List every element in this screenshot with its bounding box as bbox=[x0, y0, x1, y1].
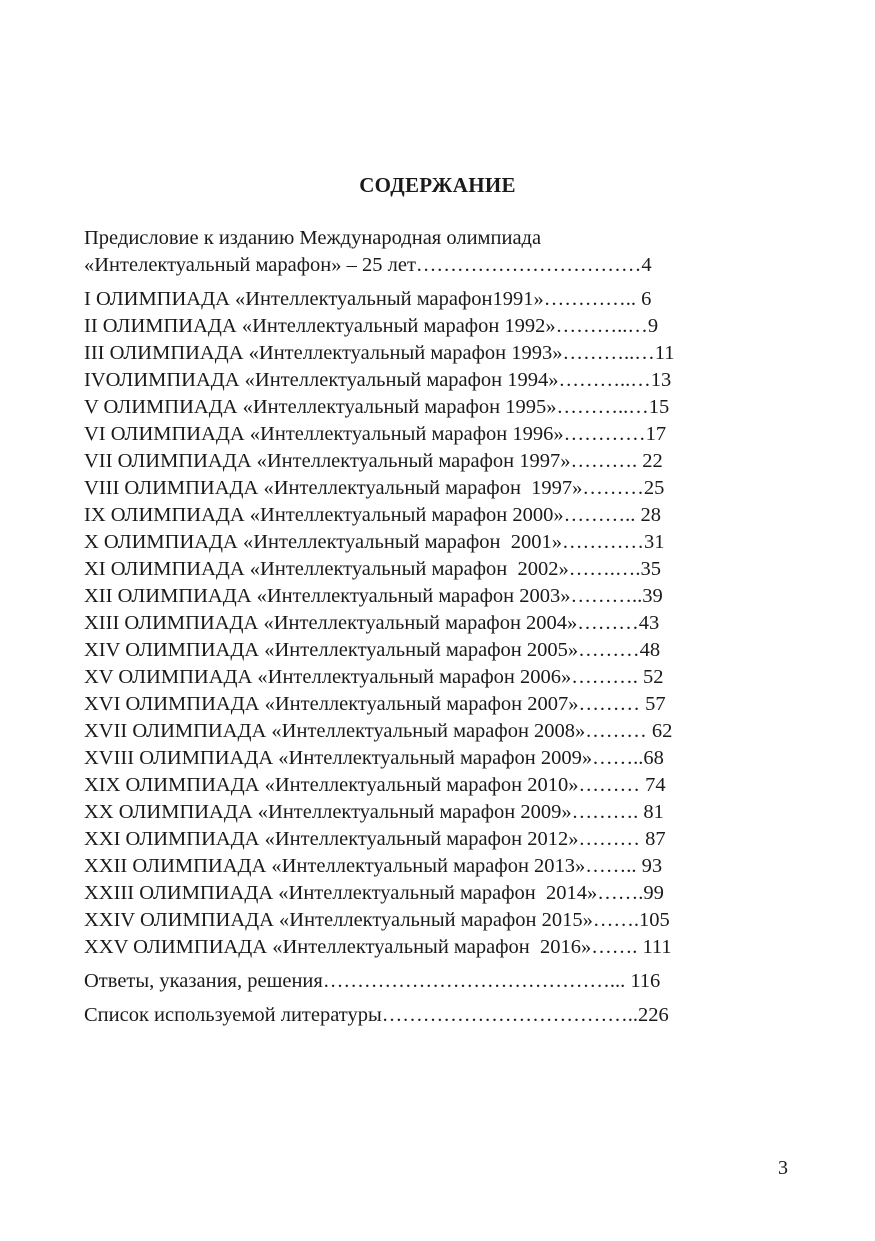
toc-entry: XX ОЛИМПИАДА «Интеллектуальный марафон 2009»………. 81 bbox=[84, 801, 664, 823]
toc-entry: XXV ОЛИМПИАДА «Интеллектуальный марафон 2016»……. 111 bbox=[84, 936, 672, 958]
toc-answers: Ответы, указания, решения……………………………………... 116 bbox=[84, 970, 661, 992]
toc-entries bbox=[84, 286, 784, 961]
toc-line: «Интелектуальный марафон» – 25 лет……………………………4 bbox=[84, 254, 652, 276]
toc-entry: X ОЛИМПИАДА «Интеллектуальный марафон 2001»…………31 bbox=[84, 531, 665, 553]
toc-entry: XII ОЛИМПИАДА «Интеллектуальный марафон 2003»………..39 bbox=[84, 585, 663, 607]
toc-entry: III ОЛИМПИАДА «Интеллектуальный марафон 1993»………..…11 bbox=[84, 342, 675, 364]
toc-entry: XXI ОЛИМПИАДА «Интеллектуальный марафон 2012»……… 87 bbox=[84, 828, 666, 850]
toc-entry: XVI ОЛИМПИАДА «Интеллектуальный марафон 2007»……… 57 bbox=[84, 693, 666, 715]
toc-entry: XIV ОЛИМПИАДА «Интеллектуальный марафон 2005»………48 bbox=[84, 639, 661, 661]
toc-entry: XIX ОЛИМПИАДА «Интеллектуальный марафон 2010»……… 74 bbox=[84, 774, 666, 796]
toc-entry: XIII ОЛИМПИАДА «Интеллектуальный марафон 2004»………43 bbox=[84, 612, 660, 634]
toc-entry: IVОЛИМПИАДА «Интеллектуальный марафон 1994»………..…13 bbox=[84, 369, 672, 391]
toc-entry: II ОЛИМПИАДА «Интеллектуальный марафон 1992»………..…9 bbox=[84, 315, 659, 337]
toc-entry: XXII ОЛИМПИАДА «Интеллектуальный марафон 2013»…….. 93 bbox=[84, 855, 663, 877]
toc-entry: XVII ОЛИМПИАДА «Интеллектуальный марафон 2008»……… 62 bbox=[84, 720, 673, 742]
toc-entry: VI ОЛИМПИАДА «Интеллектуальный марафон 1996»…………17 bbox=[84, 423, 667, 445]
toc-preface bbox=[84, 225, 784, 279]
toc-entry: I ОЛИМПИАДА «Интеллектуальный марафон1991»………….. 6 bbox=[84, 288, 652, 310]
toc-references: Список используемой литературы………………………………..226 bbox=[84, 1004, 669, 1026]
toc-entry: IX ОЛИМПИАДА «Интеллектуальный марафон 2000»……….. 28 bbox=[84, 504, 662, 526]
toc-entry: XXIV ОЛИМПИАДА «Интеллектуальный марафон 2015»…….105 bbox=[84, 909, 670, 931]
toc-entry: XVIII ОЛИМПИАДА «Интеллектуальный марафон 2009»……..68 bbox=[84, 747, 664, 769]
toc-line: Предисловие к изданию Международная олимпиада bbox=[84, 227, 542, 249]
toc-entry: VIII ОЛИМПИАДА «Интеллектуальный марафон 1997»………25 bbox=[84, 477, 665, 499]
toc-entry: XXIII ОЛИМПИАДА «Интеллектуальный марафон 2014»…….99 bbox=[84, 882, 664, 904]
toc-entry: XV ОЛИМПИАДА «Интеллектуальный марафон 2006»………. 52 bbox=[84, 666, 664, 688]
toc-entry: XI ОЛИМПИАДА «Интеллектуальный марафон 2002»…….….35 bbox=[84, 558, 662, 580]
toc-entry: V ОЛИМПИАДА «Интеллектуальный марафон 1995»………..…15 bbox=[84, 396, 670, 418]
table-of-contents bbox=[84, 225, 784, 1029]
page-number: 3 bbox=[778, 1157, 788, 1179]
page-title: СОДЕРЖАНИЕ bbox=[359, 173, 516, 197]
toc-entry: VII ОЛИМПИАДА «Интеллектуальный марафон 1997»………. 22 bbox=[84, 450, 663, 472]
